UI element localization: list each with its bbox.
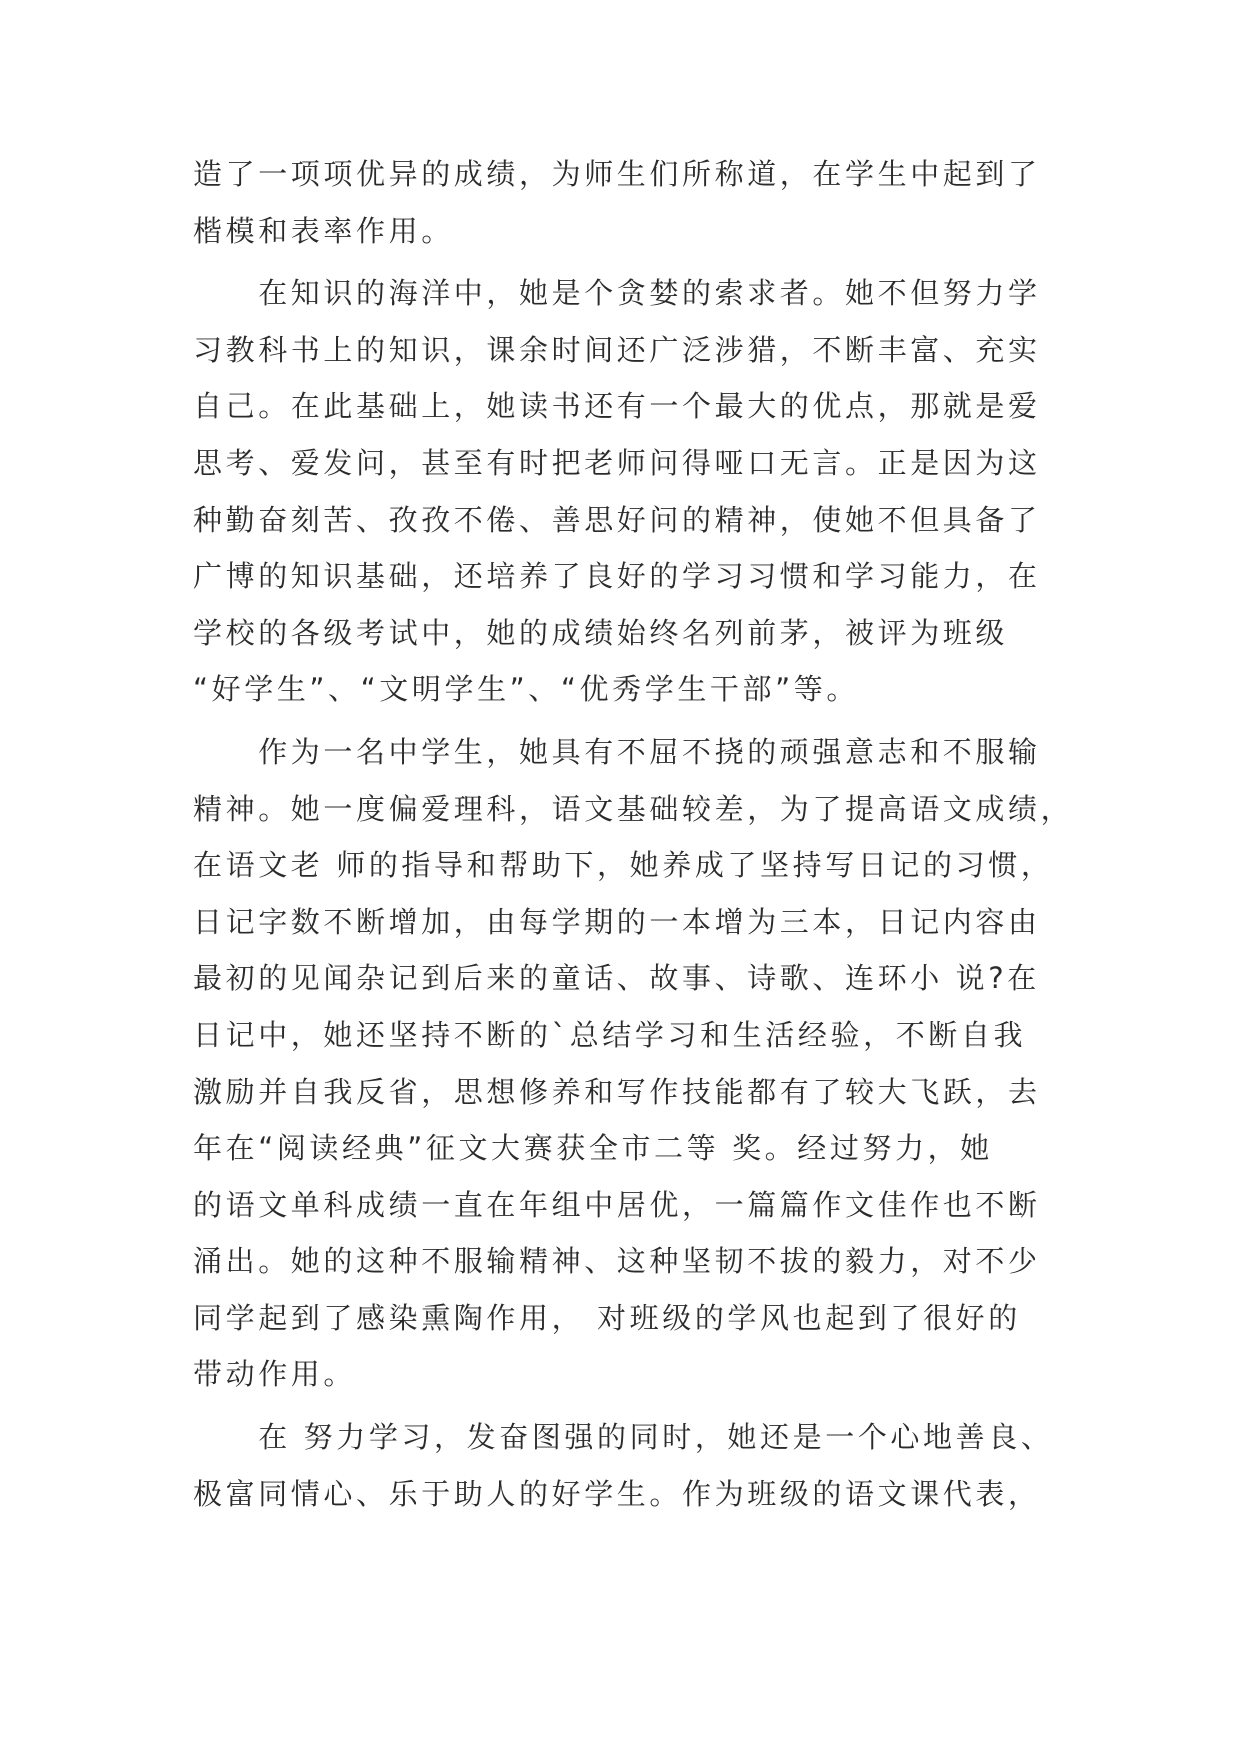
text-line: 的语文单科成绩一直在年组中居优，一篇篇作文佳作也不断 [193, 1187, 1041, 1222]
text-line: 极富同情心、乐于助人的好学生。作为班级的语文课代表， [193, 1476, 1041, 1511]
text-line: 日记字数不断增加，由每学期的一本增为三本，日记内容由 [193, 904, 1041, 939]
text-line: 在知识的海洋中，她是个贪婪的索求者。她不但努力学 [193, 276, 1041, 311]
text-line: 在语文老 师的指导和帮助下，她养成了坚持写日记的习惯， [193, 848, 1054, 883]
text-line: 自己。在此基础上，她读书还有一个最大的优点，那就是爱 [193, 389, 1041, 424]
paragraph-4 [193, 1409, 1054, 1522]
text-line: 日记中，她还坚持不断的`总结学习和生活经验，不断自我 [193, 1017, 1027, 1052]
text-line: 精神。她一度偏爱理科，语文基础较差，为了提高语文成绩， [193, 791, 1074, 826]
text-line: 同学起到了感染熏陶作用， 对班级的学风也起到了很好的 [193, 1300, 1021, 1335]
text-line: 作为一名中学生，她具有不屈不挠的顽强意志和不服输 [193, 734, 1041, 769]
text-line: 思考、爱发问，甚至有时把老师问得哑口无言。正是因为这 [193, 445, 1041, 480]
text-line: 楷模和表率作用。 [193, 213, 454, 248]
text-line: 年在“阅读经典”征文大赛获全市二等 奖。经过努力，她 [193, 1131, 993, 1166]
text-line: 带动作用。 [193, 1357, 357, 1392]
text-line: 习教科书上的知识，课余时间还广泛涉猎，不断丰富、充实 [193, 332, 1041, 367]
paragraph-3 [193, 724, 1074, 1403]
text-line: 最初的见闻杂记到后来的童话、故事、诗歌、连环小 说?在 [193, 961, 1040, 996]
paragraph-1 [193, 146, 1048, 259]
text-line: 激励并自我反省，思想修养和写作技能都有了较大飞跃，去 [193, 1074, 1041, 1109]
text-line: 造了一项项优异的成绩，为师生们所称道，在学生中起到了 [193, 157, 1041, 191]
document-body [193, 146, 1074, 1522]
text-line: 在 努力学习，发奋图强的同时，她还是一个心地善良、 [193, 1420, 1054, 1455]
text-line: “好学生”、“文明学生”、“优秀学生干部”等。 [193, 672, 859, 707]
text-line: 种勤奋刻苦、孜孜不倦、善思好问的精神，使她不但具备了 [193, 502, 1041, 537]
text-line: 涌出。她的这种不服输精神、这种坚韧不拔的毅力，对不少 [193, 1244, 1041, 1279]
paragraph-2 [193, 265, 1048, 718]
text-line: 广博的知识基础，还培养了良好的学习习惯和学习能力，在 [193, 559, 1041, 594]
text-line: 学校的各级考试中，她的成绩始终名列前茅，被评为班级 [193, 615, 1009, 650]
